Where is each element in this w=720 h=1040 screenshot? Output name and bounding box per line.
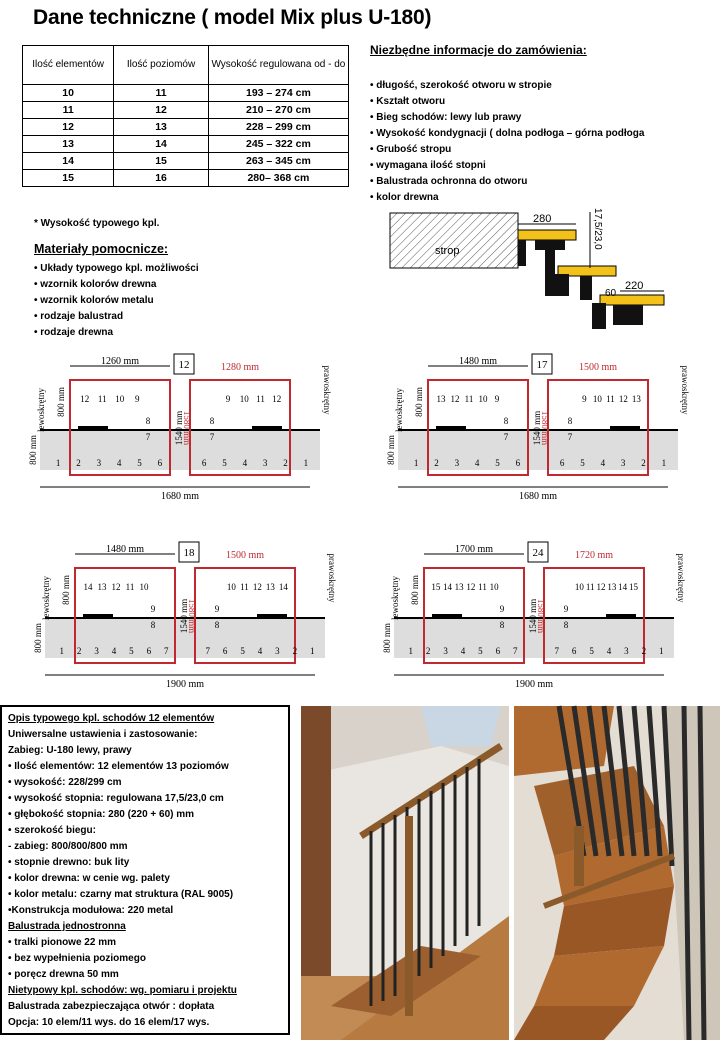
table-cell: 210 – 270 cm xyxy=(208,102,348,119)
step-number: 7 xyxy=(554,646,559,656)
description-line: • stopnie drewno: buk lity xyxy=(8,857,130,868)
width-label: 280 xyxy=(533,213,552,225)
list-item: • długość, szerokość otworu w stropie xyxy=(370,80,552,91)
bottom-width-label: 1900 mm xyxy=(514,679,554,690)
step-number: 4 xyxy=(600,458,606,468)
right-turn-label: prawoskrętny xyxy=(676,553,686,603)
table-cell: 13 xyxy=(23,136,114,153)
step-number: 2 xyxy=(76,646,82,656)
right-width-label: 1500 mm xyxy=(225,550,265,561)
step-number: 10 xyxy=(478,394,488,404)
description-line: - zabieg: 800/800/800 mm xyxy=(8,841,128,852)
table-row xyxy=(23,119,349,136)
height2-label: 1580 mm xyxy=(187,598,197,634)
post-4 xyxy=(592,303,606,329)
step-number: 3 xyxy=(94,646,99,656)
step-number: 4 xyxy=(474,458,480,468)
step-number: 7 xyxy=(164,646,169,656)
step-number: 14 xyxy=(618,582,628,592)
list-item: • rodzaje drewna xyxy=(34,327,114,338)
step-number: 8 xyxy=(499,620,505,630)
bottom-width-label: 1680 mm xyxy=(518,491,558,502)
height1-label: 1540 mm xyxy=(528,598,538,634)
step-number: 5 xyxy=(137,458,142,468)
left-turn-label: lewoskrętny xyxy=(36,388,46,432)
step-number: 5 xyxy=(589,646,594,656)
list-item: • wymagana ilość stopni xyxy=(370,160,486,171)
step-number: 3 xyxy=(620,458,626,468)
table-row xyxy=(23,102,349,119)
step-number: 12 xyxy=(80,394,90,404)
description-line: • wysokość: 228/299 cm xyxy=(8,777,122,788)
step-number: 15 xyxy=(431,582,441,592)
ceiling-label: strop xyxy=(435,245,460,257)
layout-diagram xyxy=(388,352,698,502)
balustrade-heading: Balustrada jednostronna xyxy=(8,921,126,932)
step-number: 6 xyxy=(157,458,163,468)
table-cell: 12 xyxy=(114,102,209,119)
step-number: 1 xyxy=(659,646,664,656)
step-number: 9 xyxy=(563,604,569,614)
staircase-photo-1 xyxy=(301,706,509,1040)
step-number: 8 xyxy=(214,620,220,630)
right-width-label: 1280 mm xyxy=(220,362,260,373)
step-number: 4 xyxy=(257,646,263,656)
step-number: 4 xyxy=(242,458,248,468)
depth-label: 800 mm xyxy=(28,435,38,465)
left-landing xyxy=(83,614,113,619)
block-1 xyxy=(545,274,569,296)
description-line: Uniwersalne ustawienia i zastosowanie: xyxy=(8,729,198,740)
layout-diagram xyxy=(35,540,345,690)
step-number: 2 xyxy=(641,646,647,656)
step-number: 10 xyxy=(489,582,499,592)
list-item: • Grubość stropu xyxy=(370,144,452,155)
table-cell: 263 – 345 cm xyxy=(208,153,348,170)
element-count: 17 xyxy=(536,359,548,371)
height1-label: 1540 mm xyxy=(179,598,189,634)
step-number: 4 xyxy=(606,646,612,656)
step-number: 6 xyxy=(495,646,501,656)
step-number: 8 xyxy=(150,620,156,630)
step-number: 9 xyxy=(582,394,587,404)
step-number: 6 xyxy=(146,646,152,656)
left-landing xyxy=(432,614,462,619)
ceiling-slab xyxy=(390,213,518,268)
step-number: 3 xyxy=(96,458,102,468)
description-line: • wysokość stopnia: regulowana 17,5/23,0 cm xyxy=(8,793,224,804)
lower-label: 220 xyxy=(625,280,644,292)
step-number: 6 xyxy=(201,458,207,468)
description-line: Zabieg: U-180 lewy, prawy xyxy=(8,745,132,756)
step-number: 5 xyxy=(240,646,245,656)
left-width-label: 1700 mm xyxy=(454,544,494,555)
step-number: 10 xyxy=(139,582,149,592)
table-cell: 193 – 274 cm xyxy=(208,85,348,102)
list-item: • Kształt otworu xyxy=(370,96,446,107)
step-number: 1 xyxy=(55,458,61,468)
step-number: 8 xyxy=(567,416,573,426)
step-number: 7 xyxy=(513,646,518,656)
bottom-width-label: 1900 mm xyxy=(165,679,205,690)
left-width-label: 1480 mm xyxy=(458,356,498,367)
step-number: 13 xyxy=(97,582,107,592)
step-number: 7 xyxy=(567,432,573,442)
left-landing xyxy=(78,426,108,431)
step-number: 12 xyxy=(450,394,460,404)
table-cell: 16 xyxy=(114,170,209,187)
description-line: • kolor drewna: w cenie wg. palety xyxy=(8,873,170,884)
step-number: 13 xyxy=(631,394,641,404)
table-cell: 280– 368 cm xyxy=(208,170,348,187)
step-number: 9 xyxy=(214,604,220,614)
step-number: 14 xyxy=(443,582,452,592)
step-number: 15 xyxy=(629,582,638,592)
list-item: • kolor drewna xyxy=(370,192,439,203)
table-cell: 15 xyxy=(114,153,209,170)
depth-label: 800 mm xyxy=(410,575,420,605)
table-cell: 15 xyxy=(23,170,114,187)
depth-label: 800 mm xyxy=(56,387,66,417)
step-number: 7 xyxy=(503,432,509,442)
post-2 xyxy=(545,250,555,274)
step-number: 1 xyxy=(661,458,667,468)
step-number: 2 xyxy=(434,458,439,468)
step-number: 1 xyxy=(408,646,413,656)
step-number: 3 xyxy=(262,458,268,468)
connector-1 xyxy=(535,240,565,250)
table-row xyxy=(23,136,349,153)
step-number: 7 xyxy=(145,432,151,442)
list-item: • Wysokość kondygnacji ( dolna podłoga – górna podłoga xyxy=(370,128,645,139)
step-number: 13 xyxy=(436,394,446,404)
step-number: 3 xyxy=(275,646,280,656)
list-item: • Układy typowego kpl. możliwości xyxy=(34,263,199,274)
description-line: • szerokość biegu: xyxy=(8,825,96,836)
block-2 xyxy=(613,305,643,325)
step-number: 2 xyxy=(283,458,288,468)
step-number: 12 xyxy=(596,582,606,592)
left-turn-label: lewoskrętny xyxy=(394,388,404,432)
step-number: 2 xyxy=(292,646,298,656)
balustrade-line: • poręcz drewna 50 mm xyxy=(8,969,119,980)
depth-label: 800 mm xyxy=(33,623,43,653)
step-number: 1 xyxy=(413,458,419,468)
header-levels: Ilość poziomów xyxy=(114,46,209,85)
step-number: 1 xyxy=(310,646,315,656)
table-cell: 10 xyxy=(23,85,114,102)
upper-tread xyxy=(518,230,576,240)
list-item: • Bieg schodów: lewy lub prawy xyxy=(370,112,522,123)
footer-line: Balustrada zabezpieczająca otwór : dopłata xyxy=(8,1001,215,1012)
small-label: 60 xyxy=(605,288,617,299)
step-number: 1 xyxy=(303,458,309,468)
typical-height-note: * Wysokość typowego kpl. xyxy=(34,218,160,229)
step-number: 9 xyxy=(499,604,505,614)
right-landing xyxy=(252,426,282,431)
depth-label: 800 mm xyxy=(382,623,392,653)
depth-label: 800 mm xyxy=(386,435,396,465)
height2-label: 1580 mm xyxy=(536,598,546,634)
table-cell: 245 – 322 cm xyxy=(208,136,348,153)
height1-label: 1540 mm xyxy=(532,410,542,446)
list-item: • rodzaje balustrad xyxy=(34,311,124,322)
element-count: 12 xyxy=(178,359,190,371)
post-1 xyxy=(518,240,526,266)
right-width-label: 1720 mm xyxy=(574,550,614,561)
step-number: 12 xyxy=(618,394,628,404)
step-number: 4 xyxy=(460,646,466,656)
right-landing xyxy=(257,614,287,619)
step-number: 7 xyxy=(205,646,210,656)
table-cell: 14 xyxy=(23,153,114,170)
left-landing xyxy=(436,426,466,431)
materials-heading: Materiały pomocnicze: xyxy=(34,242,169,256)
step-number: 11 xyxy=(585,582,595,592)
left-width-label: 1260 mm xyxy=(100,356,140,367)
height2-label: 1580 mm xyxy=(182,410,192,446)
step-number: 11 xyxy=(240,582,249,592)
list-item: • wzornik kolorów drewna xyxy=(34,279,157,290)
step-number: 5 xyxy=(222,458,227,468)
bottom-width-label: 1680 mm xyxy=(160,491,200,502)
description-heading: Opis typowego kpl. schodów 12 elementów xyxy=(8,713,215,724)
step-number: 13 xyxy=(607,582,617,592)
step-number: 3 xyxy=(443,646,448,656)
step-number: 6 xyxy=(222,646,228,656)
step-number: 5 xyxy=(580,458,585,468)
description-line: •Konstrukcja modułowa: 220 metal xyxy=(8,905,174,916)
element-count: 18 xyxy=(183,547,195,559)
staircase-photo-2 xyxy=(514,706,720,1040)
step-number: 3 xyxy=(624,646,629,656)
step-number: 11 xyxy=(606,394,615,404)
step-number: 2 xyxy=(425,646,431,656)
step-number: 6 xyxy=(515,458,521,468)
left-width-label: 1480 mm xyxy=(105,544,145,555)
right-turn-label: prawoskrętny xyxy=(680,365,690,415)
height2-label: 1580 mm xyxy=(540,410,550,446)
page-title: Dane techniczne ( model Mix plus U-180) xyxy=(33,6,432,29)
step-number: 12 xyxy=(466,582,476,592)
header-height: Wysokość regulowana od - do xyxy=(208,46,348,85)
step-number: 11 xyxy=(478,582,487,592)
description-box xyxy=(0,705,290,1035)
table-cell: 11 xyxy=(23,102,114,119)
step-number: 9 xyxy=(135,394,140,404)
step-number: 2 xyxy=(641,458,646,468)
list-item: • Balustrada ochronna do otworu xyxy=(370,176,528,187)
step-number: 11 xyxy=(125,582,135,592)
spec-table xyxy=(22,45,349,187)
footer-line: Opcja: 10 elem/11 wys. do 16 elem/17 wys. xyxy=(8,1017,210,1028)
step-number: 8 xyxy=(503,416,509,426)
table-cell: 13 xyxy=(114,119,209,136)
table-row xyxy=(23,170,349,187)
step-number: 14 xyxy=(278,582,288,592)
order-info-heading: Niezbędne informacje do zamówienia: xyxy=(370,43,587,57)
step-number: 13 xyxy=(265,582,275,592)
description-line: • kolor metalu: czarny mat struktura (RAL 9005) xyxy=(8,889,234,900)
right-turn-label: prawoskrętny xyxy=(327,553,337,603)
step-section-diagram xyxy=(385,208,675,333)
table-cell: 14 xyxy=(114,136,209,153)
step-number: 8 xyxy=(563,620,569,630)
step-number: 12 xyxy=(111,582,121,592)
right-landing xyxy=(610,426,640,431)
step-number: 12 xyxy=(272,394,282,404)
table-cell: 11 xyxy=(114,85,209,102)
step-number: 3 xyxy=(454,458,460,468)
header-elements: Ilość elementów xyxy=(23,46,114,85)
step-number: 5 xyxy=(495,458,500,468)
order-info-list xyxy=(370,78,644,206)
post-3 xyxy=(580,276,592,300)
element-count: 24 xyxy=(532,547,544,559)
atypical-heading: Nietypowy kpl. schodów: wg. pomiaru i projektu xyxy=(8,985,237,996)
step-number: 10 xyxy=(574,582,584,592)
table-row xyxy=(23,85,349,102)
step-number: 5 xyxy=(129,646,134,656)
left-turn-label: lewoskrętny xyxy=(41,576,51,620)
step-number: 4 xyxy=(116,458,122,468)
step-number: 10 xyxy=(592,394,602,404)
step-number: 11 xyxy=(97,394,107,404)
step-number: 6 xyxy=(571,646,577,656)
step-number: 11 xyxy=(464,394,474,404)
table-row xyxy=(23,153,349,170)
table-cell: 228 – 299 cm xyxy=(208,119,348,136)
step-number: 2 xyxy=(76,458,81,468)
description-line: • głębokość stopnia: 280 (220 + 60) mm xyxy=(8,809,195,820)
depth-label: 800 mm xyxy=(61,575,71,605)
depth-label: 800 mm xyxy=(414,387,424,417)
left-turn-label: lewoskrętny xyxy=(390,576,400,620)
step-number: 5 xyxy=(478,646,483,656)
step-number: 6 xyxy=(559,458,565,468)
step-number: 10 xyxy=(226,582,236,592)
description-line: • Ilość elementów: 12 elementów 13 poziomów xyxy=(8,761,229,772)
right-turn-label: prawoskrętny xyxy=(322,365,332,415)
height1-label: 1540 mm xyxy=(174,410,184,446)
step-number: 9 xyxy=(150,604,156,614)
materials-list xyxy=(34,261,199,341)
step-number: 14 xyxy=(83,582,93,592)
list-item: • wzornik kolorów metalu xyxy=(34,295,154,306)
right-landing xyxy=(606,614,636,619)
step-number: 9 xyxy=(494,394,500,404)
step-number: 7 xyxy=(209,432,215,442)
rise-label: 17,5/23,0 xyxy=(592,208,603,250)
step-number: 12 xyxy=(252,582,262,592)
step-number: 9 xyxy=(225,394,231,404)
step-number: 8 xyxy=(145,416,151,426)
balustrade-line: • bez wypełnienia poziomego xyxy=(8,953,146,964)
table-cell: 12 xyxy=(23,119,114,136)
right-width-label: 1500 mm xyxy=(578,362,618,373)
balustrade-line: • tralki pionowe 22 mm xyxy=(8,937,116,948)
step-number: 11 xyxy=(256,394,265,404)
layout-diagram xyxy=(384,540,694,690)
step-number: 10 xyxy=(115,394,125,404)
step-number: 1 xyxy=(59,646,64,656)
layout-diagram xyxy=(30,352,340,502)
step-number: 8 xyxy=(209,416,215,426)
step-number: 4 xyxy=(111,646,117,656)
step-number: 10 xyxy=(239,394,249,404)
step-number: 13 xyxy=(454,582,464,592)
